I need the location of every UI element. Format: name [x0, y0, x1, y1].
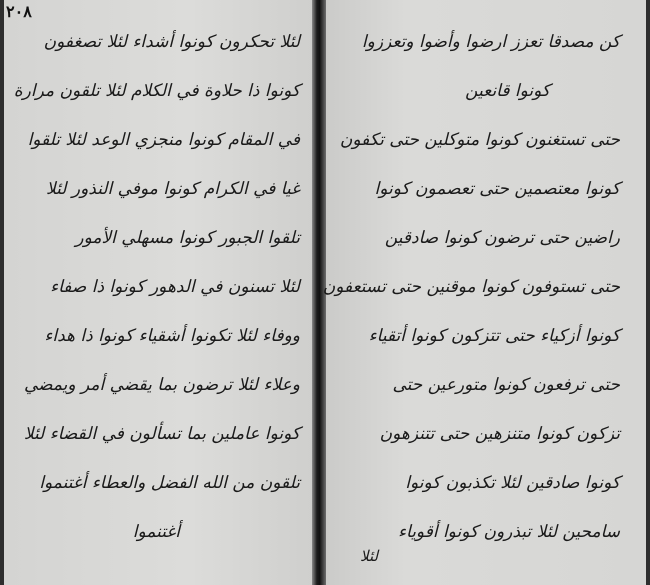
text-line: كونوا قانعين: [465, 81, 550, 101]
text-line: تزكون كونوا متنزهين حتى تتنزهون: [379, 424, 620, 444]
text-line: غيا في الكرام كونوا موفي النذور لئلا: [46, 179, 300, 199]
text-line: كونوا عاملين بما تسألون في القضاء لئلا: [23, 424, 300, 444]
text-line: سامحين لئلا تبذرون كونوا أقوياء: [398, 522, 620, 542]
text-line: وعلاء لئلا ترضون بما يقضي أمر ويمضي: [23, 375, 300, 395]
text-line: حتى ترفعون كونوا متورعين حتى: [392, 375, 620, 395]
left-page: [4, 0, 312, 585]
text-line: حتى تستوفون كونوا موقنين حتى تستعفون: [322, 277, 620, 297]
text-line: كونوا أزكياء حتى تتزكون كونوا أتقياء: [368, 326, 620, 346]
text-line: تلقون من الله الفضل والعطاء أغتنموا: [39, 473, 300, 493]
text-line: حتى تستغنون كونوا متوكلين حتى تكفون: [339, 130, 620, 150]
text-line: كونوا ذا حلاوة في الكلام لئلا تلقون مرارة: [13, 81, 300, 101]
catchword: لئلا: [360, 547, 379, 565]
text-line: لئلا تسنون في الدهور كونوا ذا صفاء: [50, 277, 300, 297]
text-line: كونوا معتصمين حتى تعصمون كونوا: [374, 179, 620, 199]
left-page-text: [12, 18, 300, 555]
text-line: تلقوا الجبور كونوا مسهلي الأمور: [75, 228, 300, 248]
text-line: في المقام كونوا منجزي الوعد لئلا تلقوا: [27, 130, 300, 150]
text-line: لئلا تحكرون كونوا أشداء لئلا تصغفون: [43, 32, 300, 52]
text-line: كن مصدقا تعزز ارضوا وأضوا وتعززوا: [361, 32, 620, 52]
text-line: راضين حتى ترضون كونوا صادقين: [384, 228, 620, 248]
text-line: كونوا صادقين لئلا تكذبون كونوا: [405, 473, 620, 493]
text-line: ووفاء لئلا تكونوا أشقياء كونوا ذا هداء: [44, 326, 300, 346]
right-page-text: [322, 18, 620, 555]
right-page: [322, 0, 646, 585]
page-number: ٢٠٨: [6, 2, 32, 21]
text-line: أغتنموا: [132, 522, 180, 542]
